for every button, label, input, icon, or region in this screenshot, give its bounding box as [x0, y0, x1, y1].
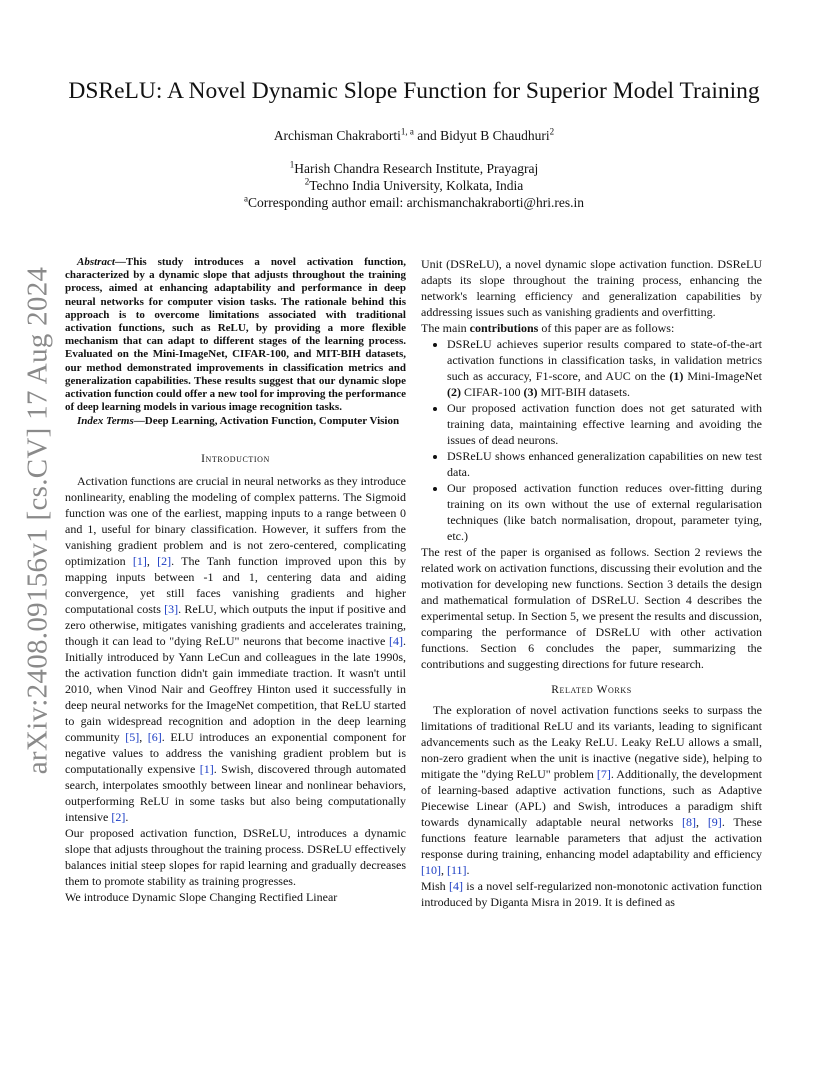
- dataset-number: (1): [669, 369, 684, 383]
- citation-link[interactable]: [5]: [125, 729, 140, 744]
- contributions-intro: [421, 320, 762, 336]
- abstract-text: —This study introduces a novel activation function, characterized by a dynamic slope that adjusts throughout the training process, aimed at enhancing adaptability and performance in deep neural networks for computer vision tasks. The rationale behind this approach is to overcome limitations associated with traditional activation functions, such as ReLU, by providing a more flexible mechanism that can adapt to different stages of the learning process. Evaluated on the Mini-ImageNet, CIFAR-100, and MIT-BIH datasets, our method demonstrated improvements in classification metrics and generalization capabilities. These results suggest that our dynamic slope activation function could offer a new tool for improving the performance of deep learning models in various image recognition tasks.: [65, 256, 406, 414]
- related-text: . Additionally, the development of learning-based adaptive activation functions, such as Adaptive Piecewise Linear (APL) and Swish, introduces a paradigm shift towards dynamically adaptable neural networks: [421, 767, 762, 829]
- intro-text: . Swish, discovered through automated search, interpolates smoothly between linear and nonlinear behaviors, outperforming ReLU in some tasks but also being computationally intensive: [65, 761, 406, 824]
- related-text: .: [466, 863, 470, 877]
- author-1-affil: 1, a: [400, 126, 414, 137]
- left-column: [65, 256, 406, 905]
- list-item-text: DSReLU achieves superior results compared to state-of-the-art activation functions in classification tasks, in validation metrics such as accuracy, F1-score, and AUC on the: [447, 337, 762, 383]
- corresponding-email: [0, 194, 828, 211]
- related-text: ,: [441, 863, 447, 877]
- arxiv-identifier-text: arXiv:2408.09156v1 [cs.CV] 17 Aug 2024: [21, 266, 54, 774]
- citation-link[interactable]: [10]: [421, 863, 441, 877]
- dataset-number: (2): [447, 385, 461, 399]
- index-terms-text: —Deep Learning, Activation Function, Computer Vision: [133, 415, 400, 428]
- section-heading-related-works: Related Works: [551, 684, 632, 696]
- related-paragraph-1: [421, 702, 762, 878]
- related-text: Mish: [421, 879, 449, 893]
- author-1: Archisman Chakraborti: [273, 128, 401, 143]
- affiliation-2: [0, 177, 828, 194]
- list-item: • Our proposed activation function does not get saturated with training data, maintaining effective learning and avoiding the issues of dead neurons.: [447, 400, 762, 448]
- intro-text: .: [125, 809, 129, 824]
- intro-text: . The Tanh function improved upon this by mapping inputs between -1 and 1, centering data and aiding convergence, yet still faces vanishing gradients and higher computational costs: [65, 553, 407, 616]
- citation-link[interactable]: [9]: [707, 815, 722, 829]
- intro-text: ,: [139, 729, 148, 744]
- contrib-bold: contributions: [469, 321, 539, 335]
- citation-link[interactable]: [4]: [389, 633, 403, 648]
- affiliations: [0, 160, 828, 211]
- abstract: [65, 256, 406, 414]
- paper-outline: The rest of the paper is organised as follows. Section 2 reviews the related work on activation functions, discussing their evolution and the motivation for developing new functions. Section 3 details the design and mathematical formulation of DSReLU. Section 4 describes the experimental setup. In Section 5, we present the results and discussion, comparing the performance of DSReLU with other activation functions. Section 6 concludes the paper, summarizing the contributions and suggesting directions for future research.: [421, 545, 762, 671]
- contrib-text: of this paper are as follows:: [538, 321, 675, 335]
- contributions-list: [421, 336, 762, 544]
- affil-2-text: Techno India University, Kolkata, India: [309, 178, 524, 193]
- intro-paragraph-1: [65, 473, 406, 825]
- intro-paragraph-3-start: We introduce Dynamic Slope Changing Rectified Linear: [65, 889, 338, 904]
- affil-2-marker: 2: [304, 176, 310, 187]
- related-paragraph-2: [421, 878, 762, 910]
- citation-link[interactable]: [4]: [448, 879, 463, 893]
- list-item-text: CIFAR-100: [461, 385, 524, 399]
- dataset-number: (3): [523, 385, 538, 399]
- index-terms: [65, 415, 406, 428]
- affil-1-text: Harish Chandra Research Institute, Prayagraj: [294, 161, 539, 176]
- author-2-affil: 2: [549, 126, 555, 137]
- contrib-text: The main: [421, 321, 470, 335]
- intro-paragraph-3-cont: Unit (DSReLU), a novel dynamic slope activation function. DSReLU adapts its slope throughout the training process, enhancing the network's learning efficiency and generalization capabilities by addressing issues such as vanishing gradients and overfitting.: [421, 257, 762, 319]
- index-terms-label: Index Terms: [77, 415, 134, 428]
- list-item-text: MIT-BIH datasets.: [537, 385, 630, 399]
- related-text: . These functions feature learnable parameters that adjust the activation response during training, enhancing model adaptability and efficiency: [421, 815, 763, 861]
- author-2: Bidyut B Chaudhuri: [440, 128, 550, 143]
- abstract-label: Abstract: [77, 256, 115, 268]
- intro-text: . Initially introduced by Yann LeCun and colleagues in the late 1990s, the activation function didn't gain immediate traction. It wasn't until 2010, when Vinod Nair and Geoffrey Hinton used it successfully in deep neural networks for the ImageNet competition, that ReLU started to gain widespread recognition and adoption in the deep learning community: [65, 633, 406, 744]
- citation-link[interactable]: [1]: [199, 761, 214, 776]
- author-conjunction: and: [413, 128, 441, 143]
- author-line: [0, 128, 828, 144]
- affil-1-marker: 1: [289, 159, 295, 170]
- intro-text: ,: [146, 553, 158, 568]
- list-item: [447, 336, 762, 400]
- related-text: ,: [696, 815, 708, 829]
- list-item: • Our proposed activation function reduces over-fitting during training on its own without the use of external regularisation techniques (like batch normalisation, dropout, parameter tying, etc.): [447, 480, 762, 544]
- citation-link[interactable]: [6]: [147, 729, 162, 744]
- related-text: The exploration of novel activation functions seeks to surpass the limitations of traditional ReLU and its variants, leading to significant advancements such as the Leaky ReLU. Leaky ReLU allows a small, non-zero gradient when the unit is inactive (negative side), helping to mitigate the "dying ReLU" problem: [421, 703, 762, 781]
- citation-link[interactable]: [2]: [111, 809, 126, 824]
- list-item: • DSReLU shows enhanced generalization capabilities on new test data.: [447, 448, 762, 480]
- citation-link[interactable]: [3]: [164, 601, 179, 616]
- intro-text: . ReLU, which outputs the input if positive and zero otherwise, mitigates vanishing gradients and accelerates training, though it can lead to "dying ReLU" neurons that become inactive: [65, 601, 406, 648]
- paper-title: DSReLU: A Novel Dynamic Slope Function for Superior Model Training: [68, 78, 760, 104]
- intro-text: . ELU introduces an exponential component for negative values to address the vanishing gradient problem but is computationally expensive: [65, 729, 407, 776]
- affil-3-marker: a: [244, 193, 249, 204]
- related-text: is a novel self-regularized non-monotonic activation function introduced by Diganta Misra in 2019. It is defined as: [421, 879, 762, 909]
- intro-paragraph-2: Our proposed activation function, DSReLU, introduces a dynamic slope that adjusts throughout the training process. DSReLU effectively balances initial steep slopes for rapid learning and gradually decreases them to promote stability as training progresses.: [65, 825, 406, 888]
- affil-3-text: Corresponding author email: archismanchakraborti@hri.res.in: [248, 195, 584, 210]
- intro-text: Activation functions are crucial in neural networks as they introduce nonlinearity, enabling the modeling of complex patterns. The Sigmoid function was one of the earliest, mapping inputs to a range between 0 and 1, useful for binary classification. However, it suffers from the vanishing gradient problem and is not zero-centered, complicating optimization: [65, 473, 406, 568]
- citation-link[interactable]: [11]: [447, 863, 467, 877]
- arxiv-identifier: [18, 266, 58, 774]
- section-heading-introduction: Introduction: [201, 452, 270, 465]
- citation-link[interactable]: [2]: [157, 553, 172, 568]
- citation-link[interactable]: [1]: [132, 553, 147, 568]
- citation-link[interactable]: [8]: [682, 815, 697, 829]
- list-item-text: Mini-ImageNet: [683, 369, 762, 383]
- right-column: [421, 256, 762, 910]
- affiliation-1: [0, 160, 828, 177]
- citation-link[interactable]: [7]: [596, 767, 611, 781]
